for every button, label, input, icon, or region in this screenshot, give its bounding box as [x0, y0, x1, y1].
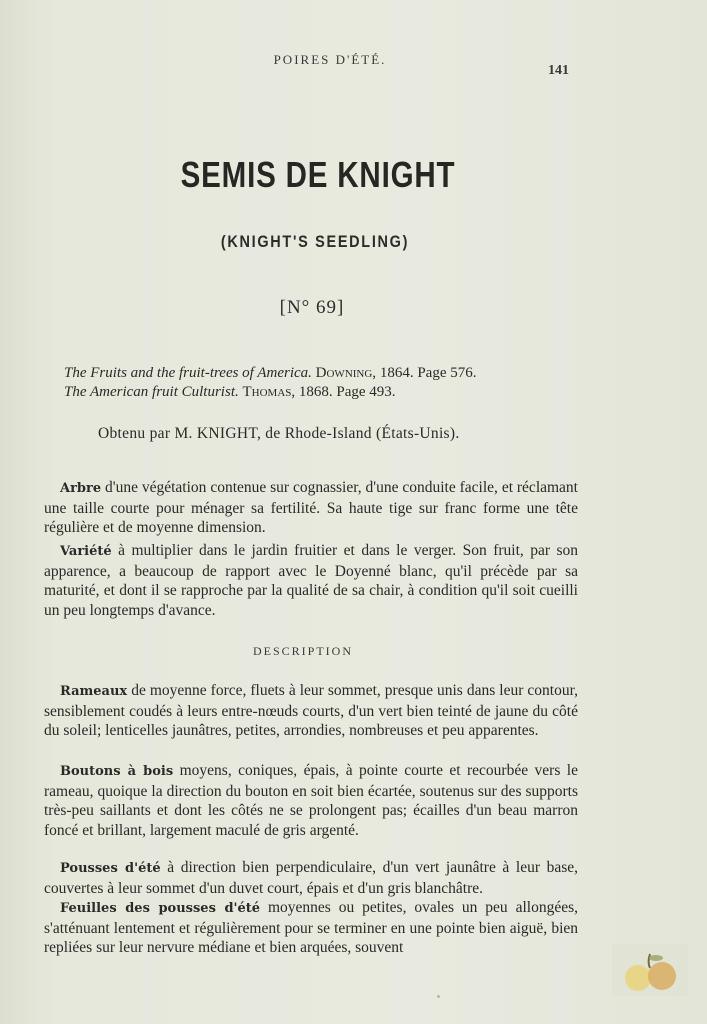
- reference-details: 1864. Page 576.: [379, 365, 477, 381]
- obtained-by: Obtenu par M. KNIGHT, de Rhode-Island (États-Unis).: [98, 425, 460, 442]
- page-number: 141: [548, 63, 569, 78]
- section-heading: DESCRIPTION: [252, 644, 353, 658]
- paragraph-text: moyens, coniques, épais, à pointe courte et recourbée vers le rameau, quoique la direction du bouton en soit bien écartée, soutenus sur des supports très-peu saillants et dont les côtés ne se prolongent pas; écailles d'un beau marron foncé et brillant, largement maculé de gris argenté.: [44, 762, 578, 839]
- paragraph-feuilles: [44, 898, 578, 958]
- paragraph-text: à multiplier dans le jardin fruitier et dans le verger. Son fruit, par son apparence, a beaucoup de rapport avec le Doyenné blanc, qu'il précède par sa maturité, et dont il se rapproche par la qualité de sa chair, à condition qu'il soit cueilli un peu longtemps d'avance.: [44, 542, 578, 619]
- paragraph-lead: Variété: [60, 544, 112, 559]
- page-subtitle: (KNIGHT'S SEEDLING): [220, 232, 410, 251]
- fruit-watermark-icon: [612, 944, 688, 996]
- paragraph-variete: [44, 541, 578, 620]
- paragraph-lead: Pousses d'été: [60, 861, 161, 876]
- paragraph-text: de moyenne force, fluets à leur sommet, presque unis dans leur contour, sensiblement coudés à leurs entre-nœuds courts, d'un vert bien teinté de jaune du côté du soleil; lenticelles jaunâtres, petites, arrondies, nombreuses et peu apparentes.: [44, 682, 578, 739]
- page-title: SEMIS DE KNIGHT: [180, 154, 456, 195]
- running-head: POIRES D'ÉTÉ.: [273, 52, 387, 67]
- reference-details: 1868. Page 493.: [298, 384, 396, 400]
- paragraph-arbre: [44, 478, 578, 538]
- paragraph-rameaux: [44, 681, 578, 741]
- references: [64, 364, 604, 402]
- paragraph-text: moyennes ou petites, ovales un peu allongées, s'atténuant lentement et régulièrement pour se terminer en une pointe bien aiguë, bien repliées sur leur nervure médiane et bien arquées, souvent: [44, 899, 578, 956]
- paragraph-boutons: [44, 761, 578, 840]
- paragraph-lead: Boutons à bois: [60, 764, 174, 779]
- paper-speck: [437, 995, 440, 998]
- reference-title: The Fruits and the fruit-trees of America.: [64, 365, 312, 381]
- reference-title: The American fruit Culturist.: [64, 384, 239, 400]
- paragraph-text: d'une végétation contenue sur cognassier, d'une conduite facile, et réclamant une taille courte pour ménager sa fertilité. Sa haute tige sur franc forme une tête régulière et de moyenne dimension.: [44, 479, 578, 536]
- paragraph-lead: Arbre: [60, 481, 102, 496]
- paragraph-pousses: [44, 858, 578, 898]
- variety-number: [N° 69]: [279, 297, 345, 318]
- paragraph-lead: Feuilles des pousses d'été: [60, 901, 261, 916]
- reference-author: Thomas,: [242, 384, 296, 400]
- reference-line: [64, 383, 604, 402]
- reference-author: Downing,: [315, 365, 377, 381]
- paragraph-text: à direction bien perpendiculaire, d'un vert jaunâtre à leur base, couvertes à leur sommet d'un duvet court, épais et d'un gris blanchâtre.: [44, 859, 579, 897]
- paragraph-lead: Rameaux: [60, 684, 128, 699]
- reference-line: [64, 364, 604, 383]
